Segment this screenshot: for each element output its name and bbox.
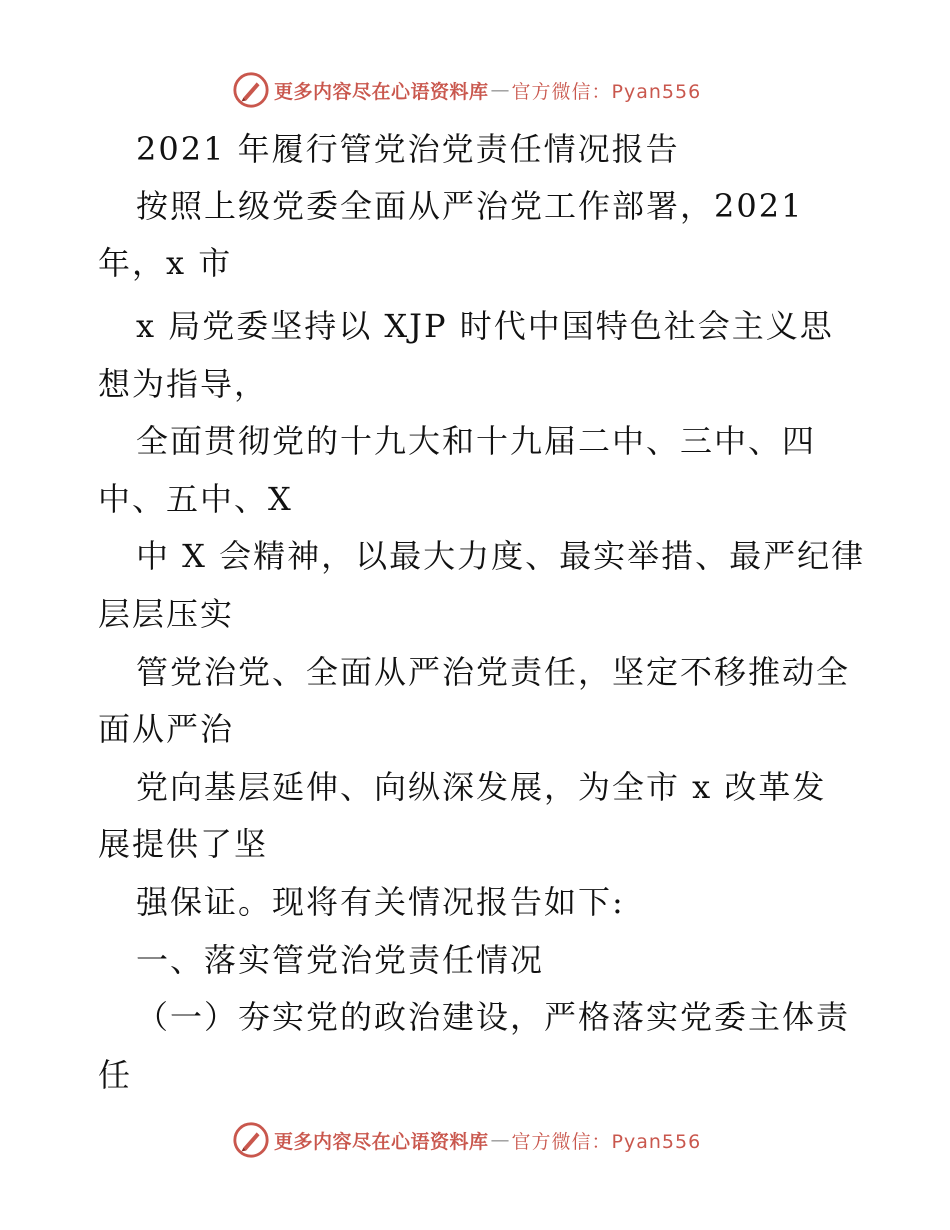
watermark-separator: — bbox=[490, 79, 510, 101]
doc-line: 中、五中、X bbox=[98, 480, 293, 518]
doc-line: 展提供了坚 bbox=[98, 825, 269, 863]
watermark-text: 更多内容尽在心语资料库 bbox=[274, 1130, 489, 1153]
pen-logo-icon bbox=[232, 1121, 270, 1159]
doc-line: 面从严治 bbox=[98, 710, 235, 748]
doc-line: 年，x 市 bbox=[98, 244, 233, 282]
subsection-heading: （一）夯实党的政治建设，严格落实党委主体责 bbox=[136, 998, 851, 1036]
doc-line: 党向基层延伸、向纵深发展，为全市 x 改革发 bbox=[136, 768, 827, 806]
doc-title: 2021 年履行管党治党责任情况报告 bbox=[136, 130, 680, 168]
doc-line: 任 bbox=[98, 1056, 133, 1094]
watermark-footer bbox=[232, 1120, 701, 1160]
doc-line: 层层压实 bbox=[98, 595, 235, 633]
section-heading: 一、落实管党治党责任情况 bbox=[136, 941, 545, 979]
watermark-wechat: 官方微信：Pyan556 bbox=[511, 1130, 702, 1153]
doc-line: 管党治党、全面从严治党责任，坚定不移推动全 bbox=[136, 653, 851, 691]
doc-line: x 局党委坚持以 XJP 时代中国特色社会主义思 bbox=[136, 307, 834, 345]
doc-line: 中 X 会精神，以最大力度、最实举措、最严纪律 bbox=[136, 537, 866, 575]
watermark-separator: — bbox=[490, 1129, 510, 1151]
watermark-wechat: 官方微信：Pyan556 bbox=[511, 80, 702, 103]
doc-line: 想为指导， bbox=[98, 365, 269, 403]
doc-line: 按照上级党委全面从严治党工作部署，2021 bbox=[136, 187, 804, 225]
pen-logo-icon bbox=[232, 71, 270, 109]
doc-line: 强保证。现将有关情况报告如下: bbox=[136, 883, 625, 921]
doc-line: 全面贯彻党的十九大和十九届二中、三中、四 bbox=[136, 422, 817, 460]
watermark-text: 更多内容尽在心语资料库 bbox=[274, 80, 489, 103]
watermark-header bbox=[232, 70, 701, 110]
